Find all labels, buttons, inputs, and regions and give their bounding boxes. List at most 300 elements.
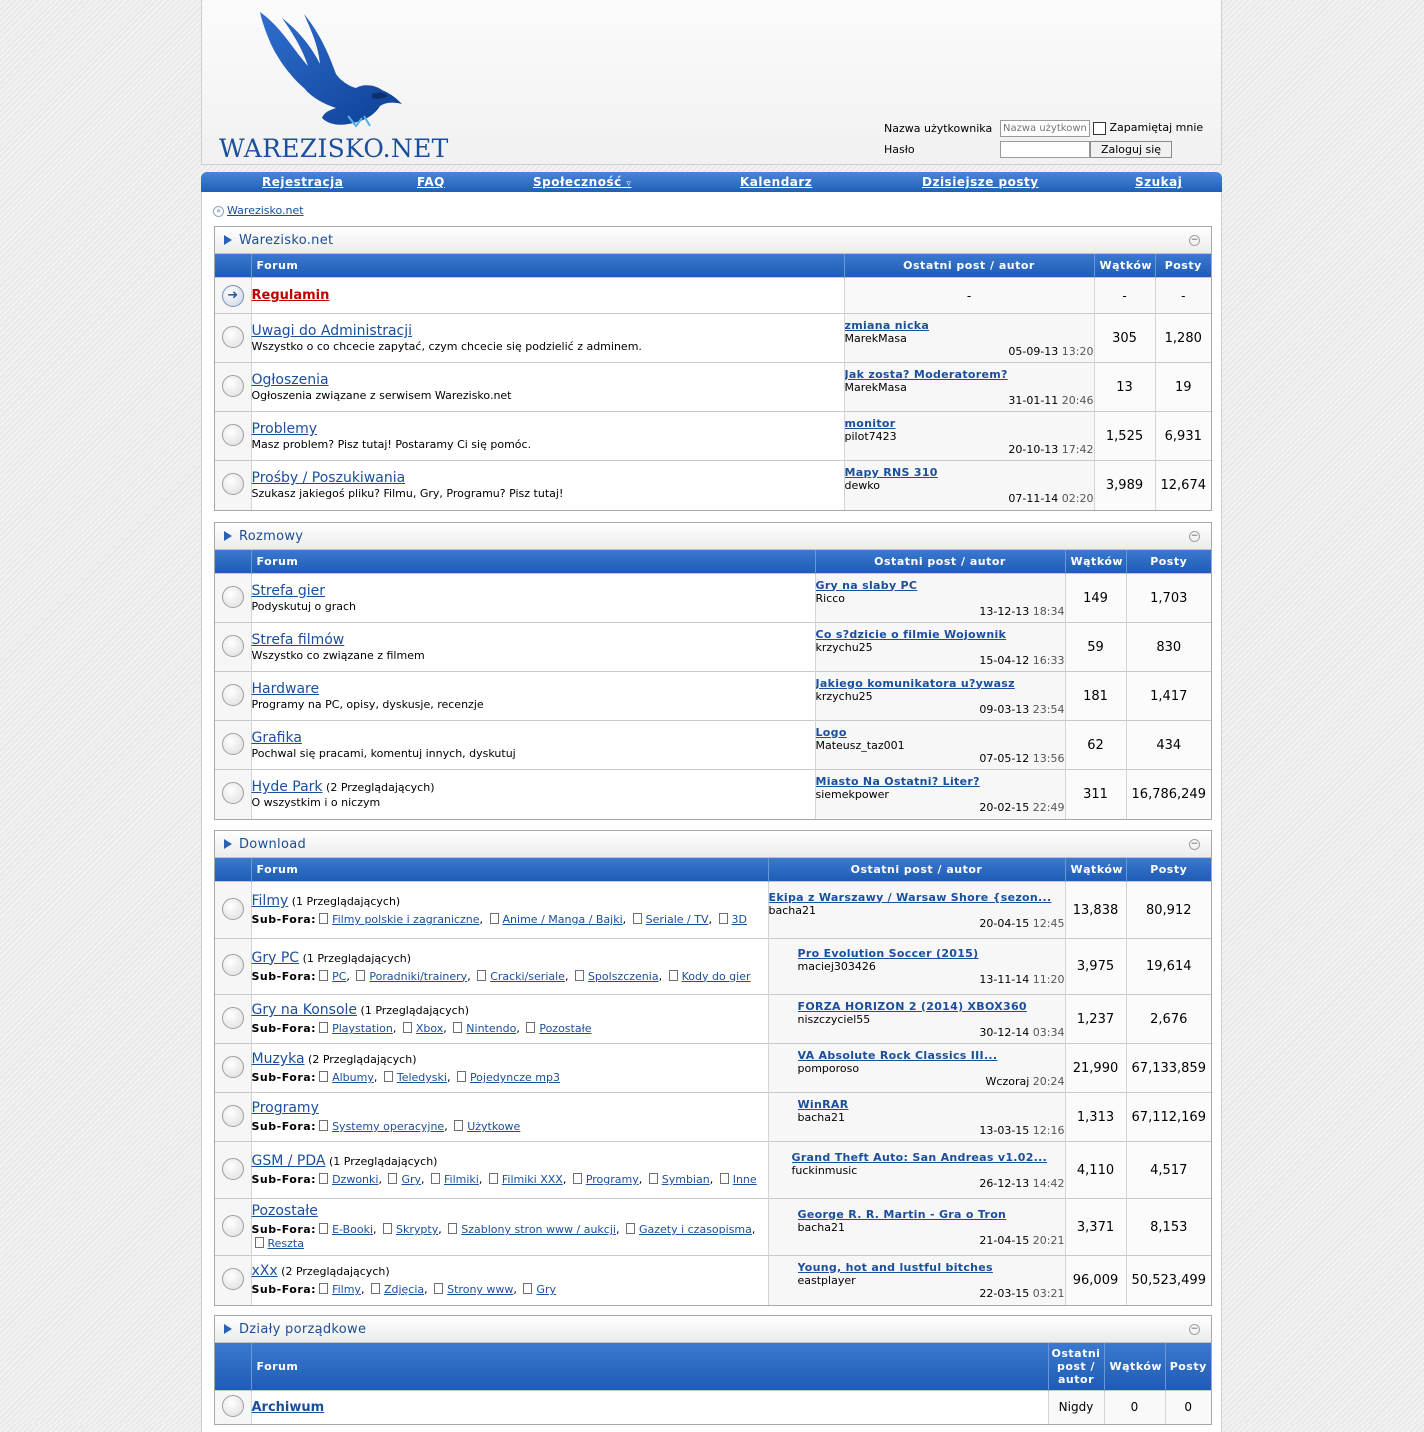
posts-count: 6,931 (1155, 412, 1211, 461)
last-post-time: 03:34 (1032, 1025, 1065, 1039)
subforums-list: Sub-Fora: Dzwonki, Gry, Filmiki, Filmiki XXX, Programy, Symbian, Inne (251, 1173, 757, 1186)
forum-status-icon (222, 586, 244, 608)
threads-count: 13,838 (1065, 882, 1126, 939)
document-icon (523, 1283, 532, 1294)
posts-count: 2,676 (1126, 995, 1211, 1044)
last-post-time: 02:20 (1061, 491, 1094, 505)
forum-status-icon (222, 1268, 244, 1290)
last-post-author[interactable]: pilot7423 (844, 429, 897, 443)
last-post-link[interactable]: George R. R. Martin - Gra o Tron (797, 1207, 1007, 1221)
threads-count: 4,110 (1065, 1142, 1126, 1199)
header-threads: Wątków (1065, 858, 1126, 882)
forum-table (215, 858, 1211, 1305)
posts-count: 16,786,249 (1126, 770, 1211, 819)
last-post-link[interactable]: Pro Evolution Soccer (2015) (797, 947, 979, 960)
forum-row (215, 412, 1211, 461)
posts-count: 1,417 (1126, 672, 1211, 721)
document-icon (319, 1223, 328, 1234)
subforum-link[interactable]: Reszta (267, 1237, 304, 1250)
subforum-link[interactable]: Teledyski (396, 1071, 447, 1084)
document-icon (319, 1120, 328, 1131)
header-icon-cell (215, 1343, 251, 1390)
category-download (214, 830, 1212, 1306)
last-post-date: 13-11-14 (979, 973, 1030, 986)
category-dzialy-porzadkowe (214, 1315, 1212, 1425)
forum-row (215, 278, 1211, 314)
document-icon (633, 913, 642, 924)
threads-count: 1,525 (1094, 412, 1155, 461)
header-icon-cell (215, 254, 251, 278)
subforum-link[interactable]: Zdjęcia (383, 1283, 425, 1297)
checkbox-icon[interactable] (1093, 122, 1106, 135)
subforum-link[interactable]: Gazety i czasopisma (638, 1223, 752, 1236)
forum-link[interactable]: Prośby / Poszukiwania (251, 470, 406, 487)
posts-count: 19,614 (1126, 939, 1211, 995)
forum-description: Wszystko co związane z filmem (251, 649, 425, 662)
last-post-author[interactable]: niszczyciel55 (797, 1012, 871, 1026)
last-post-time: 17:42 (1061, 442, 1094, 456)
last-post-date: 07-05-12 (979, 751, 1030, 765)
category-title[interactable]: Download (239, 837, 307, 852)
collapse-icon[interactable]: − (1190, 235, 1199, 245)
collapse-icon[interactable]: − (1190, 839, 1199, 849)
header-forum: Forum (251, 550, 815, 574)
forum-row (215, 1390, 1211, 1424)
main-navbar (201, 172, 1222, 192)
last-post-link[interactable]: WinRAR (797, 1097, 849, 1111)
document-icon (448, 1223, 457, 1234)
forum-status-icon (222, 782, 244, 804)
last-post-author[interactable]: Ricco (815, 591, 846, 605)
header-last-post: Ostatni post / autor (815, 550, 1065, 574)
forum-description: Masz problem? Pisz tutaj! Postaramy Ci się pomóc. (251, 438, 532, 451)
threads-count: 59 (1065, 623, 1126, 672)
forum-status-icon (222, 375, 244, 397)
forum-status-icon (222, 473, 244, 495)
forum-status-icon (222, 424, 244, 446)
document-icon (319, 1173, 328, 1184)
last-post-author[interactable]: fuckinmusic (791, 1163, 858, 1177)
document-icon (384, 1071, 393, 1082)
forum-link[interactable]: Uwagi do Administracji (251, 323, 413, 339)
subforum-link[interactable]: Playstation (332, 1022, 393, 1035)
username-label: Nazwa użytkownika (884, 122, 993, 135)
eagle-logo-icon[interactable] (252, 8, 412, 133)
breadcrumb-home-link[interactable]: Warezisko.net (227, 204, 304, 217)
header-icon-cell (215, 858, 251, 882)
subforum-link[interactable]: Inne (732, 1173, 757, 1186)
last-post-author[interactable]: krzychu25 (815, 689, 873, 703)
subforums-label: Sub-Fora: (251, 1022, 317, 1035)
document-icon (383, 1223, 392, 1234)
forum-status-icon (222, 898, 244, 920)
forum-row (215, 1093, 1211, 1142)
subforums-label: Sub-Fora: (251, 1120, 317, 1133)
forum-link[interactable]: Hyde Park (251, 779, 323, 796)
last-post-time: 20:21 (1032, 1233, 1065, 1247)
forum-description: Podyskutuj o grach (251, 600, 357, 613)
last-post-link[interactable]: Jakiego komunikatora u?ywasz (815, 676, 1015, 690)
forum-status-icon (222, 326, 244, 348)
posts-count: 12,674 (1155, 461, 1211, 510)
document-icon (669, 970, 678, 981)
category-rozmowy (214, 522, 1212, 820)
last-post-author[interactable]: MarekMasa (844, 331, 907, 345)
forum-row (215, 721, 1211, 770)
forum-status-icon (222, 1056, 244, 1078)
last-post-link[interactable]: Miasto Na Ostatni? Liter? (815, 774, 980, 788)
forum-row (215, 574, 1211, 623)
forum-row (215, 461, 1211, 510)
last-post-date: 13-03-15 (979, 1123, 1030, 1137)
nav-community-link[interactable] (533, 175, 631, 189)
forum-link[interactable]: Programy (251, 1100, 319, 1116)
last-post-author[interactable]: pomporoso (797, 1061, 860, 1075)
posts-count: 434 (1126, 721, 1211, 770)
last-post-date: 20-10-13 (1008, 442, 1059, 456)
last-post-date: Wczoraj (985, 1074, 1030, 1088)
nav-community-label: Społeczność (533, 175, 622, 189)
login-button[interactable]: Zaloguj się (1090, 141, 1172, 158)
category-warezisko (214, 226, 1212, 511)
subforum-link[interactable]: Seriale / TV (645, 913, 709, 926)
subforum-link[interactable]: Gry (401, 1173, 422, 1186)
forum-row (215, 314, 1211, 363)
remember-me-checkbox[interactable] (1093, 121, 1203, 135)
header-icon-cell (215, 550, 251, 574)
nav-calendar-link[interactable]: Kalendarz (740, 175, 813, 189)
last-post-time: 20:46 (1061, 393, 1094, 407)
forum-row (215, 1199, 1211, 1256)
forum-status-icon (222, 1395, 244, 1417)
subforum-link[interactable]: Systemy operacyjne (332, 1120, 445, 1133)
last-post-link[interactable]: Jak zosta? Moderatorem? (844, 367, 1008, 381)
forum-row (215, 1256, 1211, 1305)
document-icon (490, 913, 499, 924)
posts-count: 67,112,169 (1126, 1093, 1211, 1142)
viewers-count: (1 Przeglądających) (360, 1004, 469, 1017)
subforum-link[interactable]: Pozostałe (539, 1022, 592, 1035)
forum-link[interactable]: xXx (251, 1263, 278, 1280)
subforum-link[interactable]: Kody do gier (681, 969, 751, 983)
threads-count: 3,975 (1065, 939, 1126, 995)
last-post-link[interactable]: Co s?dzicie o filmie Wojownik (815, 627, 1007, 641)
forum-link[interactable]: GSM / PDA (251, 1153, 326, 1169)
nav-faq-link[interactable]: FAQ (417, 175, 445, 189)
subforum-link[interactable]: Spolszczenia (587, 969, 659, 983)
last-post-author[interactable]: maciej303426 (797, 960, 876, 973)
last-post-time: 16:33 (1032, 653, 1065, 667)
last-post-time: 13:56 (1032, 751, 1065, 765)
forum-description: Ogłoszenia związane z serwisem Warezisko.net (251, 389, 512, 402)
last-post-author[interactable]: krzychu25 (815, 640, 873, 654)
subforum-link[interactable]: Nintendo (466, 1022, 517, 1035)
forum-link[interactable]: Filmy (251, 893, 289, 909)
last-post-author[interactable]: bacha21 (797, 1110, 845, 1124)
forum-status-icon (222, 1105, 244, 1127)
forum-status-icon (222, 684, 244, 706)
category-header (215, 831, 1211, 858)
collapse-icon[interactable]: − (1190, 531, 1199, 541)
header-forum: Forum (251, 254, 844, 278)
threads-count: - (1094, 278, 1155, 314)
header-forum: Forum (251, 1343, 1048, 1390)
forum-table (215, 254, 1211, 510)
forum-row (215, 939, 1211, 995)
category-arrow-icon (224, 839, 232, 849)
page-wrapper (201, 0, 1222, 1424)
category-arrow-icon (224, 531, 232, 541)
document-icon (457, 1071, 466, 1082)
category-header (215, 227, 1211, 254)
last-post-time: 12:45 (1032, 916, 1065, 930)
header-posts: Posty (1126, 550, 1211, 574)
forum-row (215, 1044, 1211, 1093)
redirect-arrow-icon: ➜ (222, 285, 244, 307)
document-icon (453, 1022, 462, 1033)
document-icon (719, 913, 728, 924)
last-post-time: 18:34 (1032, 604, 1065, 618)
forum-status-icon (222, 1158, 244, 1180)
main-content (201, 192, 1222, 1432)
viewers-count: (1 Przeglądających) (302, 951, 412, 965)
last-post-author[interactable]: bacha21 (797, 1220, 845, 1234)
category-title[interactable]: Warezisko.net (239, 233, 334, 248)
viewers-count: (1 Przeglądających) (329, 1155, 438, 1168)
forum-row (215, 672, 1211, 721)
header-threads: Wątków (1094, 254, 1155, 278)
forum-link[interactable]: Archiwum (251, 1399, 325, 1415)
header-posts: Posty (1126, 858, 1211, 882)
forum-description: Wszystko o co chcecie zapytać, czym chcecie się podzielić z adminem. (251, 340, 642, 353)
forum-description: O wszystkim i o niczym (251, 796, 381, 810)
last-post-time: 11:20 (1032, 973, 1065, 986)
document-icon (255, 1237, 264, 1248)
subforums-list: Sub-Fora: Filmy polskie i zagraniczne, Anime / Manga / Bajki, Seriale / TV, 3D (251, 913, 747, 926)
document-icon (319, 1283, 328, 1294)
subforums-list: Sub-Fora: E-Booki, Skrypty, Szablony stron www / aukcji, Gazety i czasopisma, Reszta (251, 1223, 756, 1250)
document-icon (649, 1173, 658, 1184)
forum-status-icon (222, 954, 244, 976)
threads-count: 0 (1104, 1390, 1165, 1424)
threads-count: 21,990 (1065, 1044, 1126, 1093)
subforum-link[interactable]: Gry (536, 1283, 556, 1297)
document-icon (626, 1223, 635, 1234)
threads-count: 3,371 (1065, 1199, 1126, 1256)
subforums-label: Sub-Fora: (251, 913, 317, 926)
last-post-time: 20:24 (1032, 1074, 1065, 1088)
subforum-link[interactable]: PC (332, 969, 347, 983)
posts-count: 1,703 (1126, 574, 1211, 623)
forum-link[interactable]: Strefa filmów (251, 632, 345, 648)
last-post-time: 03:21 (1032, 1286, 1065, 1300)
forum-description: Pochwal się pracami, komentuj innych, dyskutuj (251, 747, 516, 760)
threads-count: 149 (1065, 574, 1126, 623)
subforum-link[interactable]: 3D (731, 913, 747, 926)
last-post-link[interactable]: FORZA HORIZON 2 (2014) XBOX360 (797, 999, 1027, 1013)
posts-count: 4,517 (1126, 1142, 1211, 1199)
posts-count: 50,523,499 (1126, 1256, 1211, 1305)
subforum-link[interactable]: Programy (585, 1173, 639, 1186)
password-label: Hasło (884, 143, 915, 156)
posts-count: - (1155, 278, 1211, 314)
forum-link[interactable]: Hardware (251, 681, 320, 697)
last-post-link[interactable]: zmiana nicka (844, 318, 930, 332)
last-post-time: 23:54 (1032, 702, 1065, 716)
username-input[interactable] (1000, 120, 1090, 137)
subforums-list: Sub-Fora: PC, Poradniki/trainery, Cracki/seriale, Spolszczenia, Kody do gier (251, 969, 751, 983)
forum-link[interactable]: Strefa gier (251, 583, 326, 599)
document-icon (371, 1283, 380, 1294)
document-icon (489, 1173, 498, 1184)
threads-count: 96,009 (1065, 1256, 1126, 1305)
posts-count: 830 (1126, 623, 1211, 672)
document-icon (319, 970, 328, 981)
remember-me-label: Zapamiętaj mnie (1109, 121, 1204, 134)
header-posts: Posty (1155, 254, 1211, 278)
document-icon (720, 1173, 729, 1184)
subforum-link[interactable]: Cracki/seriale (490, 969, 565, 983)
subforum-link[interactable]: Filmy polskie i zagraniczne (332, 913, 480, 926)
category-title[interactable]: Rozmowy (239, 529, 304, 544)
document-icon (319, 1022, 328, 1033)
posts-count: 0 (1165, 1390, 1211, 1424)
last-post-time: 12:16 (1032, 1123, 1065, 1137)
last-post-date: 31-01-11 (1008, 393, 1059, 407)
last-post-link[interactable]: Mapy RNS 310 (844, 465, 938, 479)
subforums-label: Sub-Fora: (251, 1223, 317, 1236)
subforums-label: Sub-Fora: (251, 969, 317, 983)
last-post-link[interactable]: Young, hot and lustful bitches (797, 1260, 993, 1274)
subforum-link[interactable]: Anime / Manga / Bajki (502, 913, 623, 926)
threads-count: 62 (1065, 721, 1126, 770)
last-post-date: 07-11-14 (1008, 491, 1059, 505)
nav-search-link[interactable]: Szukaj (1135, 175, 1183, 189)
threads-count: 1,237 (1065, 995, 1126, 1044)
document-icon (319, 1071, 328, 1082)
document-icon (454, 1120, 463, 1131)
posts-count: 19 (1155, 363, 1211, 412)
header-last-post: Ostatni post / autor (1048, 1343, 1104, 1390)
subforum-link[interactable]: Symbian (661, 1173, 710, 1186)
last-post-author[interactable]: siemekpower (815, 787, 889, 801)
last-post-date: 09-03-13 (979, 702, 1030, 716)
last-post-link[interactable]: Gry na slaby PC (815, 578, 918, 592)
last-post-link[interactable]: VA Absolute Rock Classics III... (797, 1048, 998, 1062)
last-post-author[interactable]: bacha21 (768, 903, 816, 917)
subforum-link[interactable]: Strony www (447, 1283, 514, 1297)
last-post-time: 13:20 (1061, 344, 1094, 358)
subforum-link[interactable]: Filmiki XXX (501, 1173, 563, 1186)
subforum-link[interactable]: Skrypty (396, 1223, 439, 1236)
category-arrow-icon (224, 1324, 232, 1334)
last-post-link[interactable]: Grand Theft Auto: San Andreas v1.02... (791, 1150, 1048, 1164)
viewers-count: (2 Przeglądających) (326, 781, 435, 795)
collapse-icon[interactable]: − (1190, 1324, 1199, 1334)
forum-description: Szukasz jakiegoś pliku? Filmu, Gry, Programu? Pisz tutaj! (251, 487, 564, 501)
document-icon (319, 913, 328, 924)
subforum-link[interactable]: Szablony stron www / aukcji (461, 1223, 616, 1236)
nav-todays-posts-link[interactable]: Dzisiejsze posty (922, 175, 1039, 189)
navigation-arrow-icon: » (213, 206, 224, 217)
subforum-link[interactable]: Filmiki (444, 1173, 479, 1186)
forum-status-icon (222, 733, 244, 755)
document-icon (431, 1173, 440, 1184)
threads-count: 13 (1094, 363, 1155, 412)
threads-count: 311 (1065, 770, 1126, 819)
subforums-label: Sub-Fora: (251, 1173, 317, 1186)
forum-link[interactable]: Problemy (251, 421, 318, 437)
last-post-author[interactable]: Mateusz_taz001 (815, 738, 905, 752)
subforum-link[interactable]: Poradniki/trainery (369, 969, 468, 983)
chevron-down-icon: ▿ (626, 179, 632, 189)
header-last-post: Ostatni post / autor (768, 858, 1065, 882)
header-posts: Posty (1165, 1343, 1211, 1390)
posts-count: 67,133,859 (1126, 1044, 1211, 1093)
forum-link[interactable]: Muzyka (251, 1051, 305, 1067)
forum-link[interactable]: Gry na Konsole (251, 1002, 358, 1018)
forum-description: Programy na PC, opisy, dyskusje, recenzje (251, 698, 484, 711)
last-post-date: 26-12-13 (979, 1176, 1030, 1190)
subforum-link[interactable]: Dzwonki (332, 1173, 379, 1186)
posts-count: 1,280 (1155, 314, 1211, 363)
subforum-link[interactable]: Pojedyncze mp3 (469, 1071, 560, 1084)
header-forum: Forum (251, 858, 768, 882)
subforum-link[interactable]: Filmy (332, 1283, 361, 1297)
last-post-author[interactable]: dewko (844, 478, 880, 492)
subforum-link[interactable]: E-Booki (332, 1223, 374, 1236)
last-post-author[interactable]: MarekMasa (844, 380, 907, 394)
last-post-time: 22:49 (1032, 800, 1065, 814)
subforums-list: Sub-Fora: Albumy, Teledyski, Pojedyncze mp3 (251, 1071, 560, 1084)
forum-link[interactable]: Grafika (251, 730, 302, 746)
site-logo-text[interactable]: WAREZISKO.NET (219, 134, 449, 163)
password-input[interactable] (1000, 141, 1090, 158)
threads-count: 181 (1065, 672, 1126, 721)
subforum-link[interactable]: Xbox (415, 1022, 444, 1035)
last-post-author[interactable]: eastplayer (797, 1273, 856, 1287)
nav-register-link[interactable]: Rejestracja (262, 175, 344, 189)
forum-link[interactable]: Pozostałe (251, 1203, 318, 1219)
forum-row (215, 995, 1211, 1044)
forum-row (215, 882, 1211, 939)
forum-link[interactable]: Regulamin (251, 288, 330, 303)
document-icon (477, 970, 486, 981)
forum-link[interactable]: Gry PC (251, 949, 300, 966)
document-icon (356, 970, 365, 981)
last-post-date: 15-04-12 (979, 653, 1030, 667)
last-post-link[interactable]: monitor (844, 416, 896, 430)
last-post-link[interactable]: Logo (815, 725, 847, 739)
document-icon (434, 1283, 443, 1294)
last-post-date: 22-03-15 (979, 1286, 1030, 1300)
last-post-date: 30-12-14 (979, 1025, 1030, 1039)
document-icon (388, 1173, 397, 1184)
forum-table (215, 1343, 1211, 1424)
category-header (215, 1316, 1211, 1343)
last-post-date: 21-04-15 (979, 1233, 1030, 1247)
document-icon (575, 970, 584, 981)
subforum-link[interactable]: Użytkowe (467, 1120, 521, 1133)
category-title[interactable]: Działy porządkowe (239, 1322, 367, 1337)
last-post-link[interactable]: Ekipa z Warszawy / Warsaw Shore {sezon... (768, 890, 1052, 904)
forum-status-icon (222, 635, 244, 657)
subforum-link[interactable]: Albumy (332, 1071, 374, 1084)
forum-link[interactable]: Ogłoszenia (251, 372, 329, 388)
header-threads: Wątków (1065, 550, 1126, 574)
subforums-list: Sub-Fora: Filmy, Zdjęcia, Strony www, Gry (251, 1283, 556, 1297)
threads-count: 3,989 (1094, 461, 1155, 510)
